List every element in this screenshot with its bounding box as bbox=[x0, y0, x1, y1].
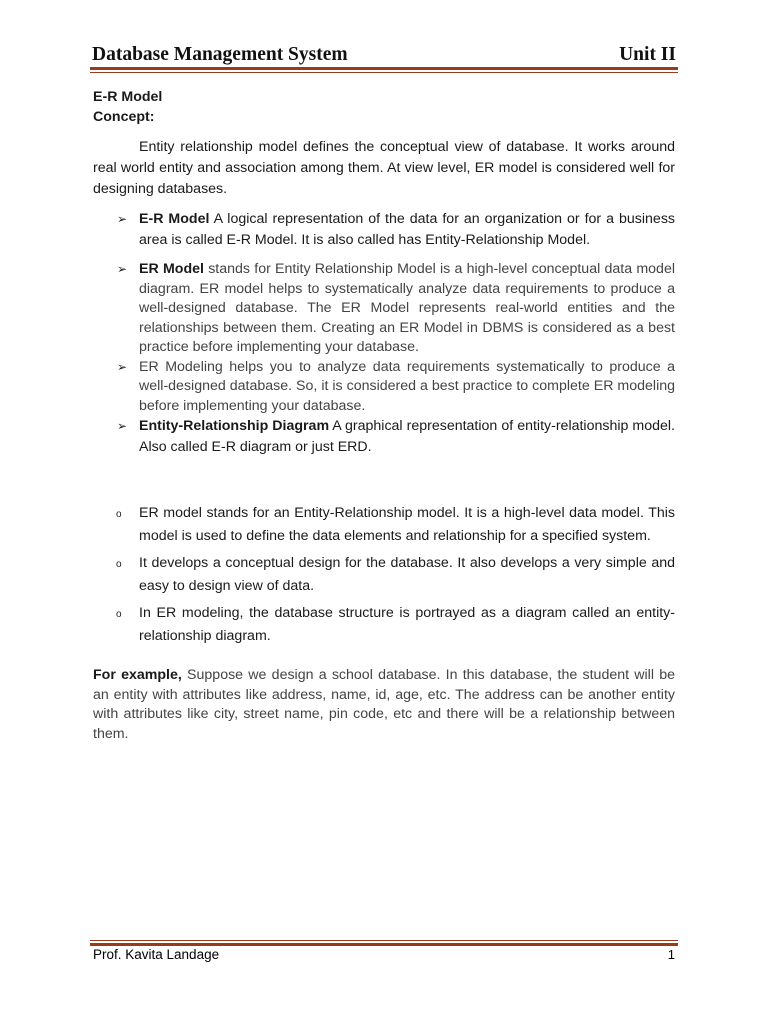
list-item bbox=[93, 502, 675, 548]
footer-rule-thin bbox=[90, 940, 678, 941]
term-definition: A logical representation of the data for an organization or for a business area is called E-R Model. It is also called has Entity-Relationship Model. bbox=[139, 211, 676, 248]
list-item bbox=[93, 552, 675, 598]
list-item bbox=[93, 209, 675, 251]
list-item bbox=[93, 358, 675, 417]
list-item bbox=[93, 416, 675, 458]
section-subheading: Concept: bbox=[93, 108, 155, 125]
term-definition: A graphical representation of entity-relationship model. Also called E-R diagram or just ERD. bbox=[139, 418, 675, 455]
document-title: Database Management System bbox=[92, 44, 348, 65]
list-item bbox=[93, 260, 675, 358]
circle-bullet-icon: o bbox=[116, 559, 122, 570]
intro-paragraph: Entity relationship model defines the conceptual view of database. It works around real world entity and association among them. At view level, ER model is considered well for designing databases. bbox=[93, 139, 675, 197]
list-item-text: ER model stands for an Entity-Relationship model. It is a high-level data model. This model is used to define the data elements and relationship for a specified system. bbox=[139, 505, 675, 544]
page-number: 1 bbox=[667, 947, 675, 962]
footer-author: Prof. Kavita Landage bbox=[93, 947, 220, 962]
section-heading: E-R Model bbox=[93, 89, 163, 105]
circle-bullet-icon: o bbox=[116, 609, 122, 620]
example-label: For example, bbox=[93, 667, 182, 683]
header-rule-thin bbox=[90, 72, 678, 73]
list-item bbox=[93, 602, 675, 648]
term-label: E-R Model bbox=[139, 211, 210, 227]
arrow-bullet-icon: ➢ bbox=[117, 262, 128, 276]
term-label: Entity-Relationship Diagram bbox=[139, 418, 330, 434]
list-item-text: In ER modeling, the database structure is portrayed as a diagram called an entity-relationship diagram. bbox=[139, 605, 675, 644]
page-content bbox=[93, 88, 675, 744]
circle-bullet-icon: o bbox=[116, 509, 122, 520]
term-definition: stands for Entity Relationship Model is a high-level conceptual data model diagram. ER model helps to systematically analyze data requirements to produce a well-designed database. The ER Model represents real-world entities and the relationships between them. Creating an ER Model in DBMS is considered as a best practice before implementing your database. bbox=[139, 261, 675, 355]
header-rule-thick bbox=[90, 67, 678, 70]
footer-rule-thick bbox=[90, 943, 678, 946]
example-text: Suppose we design a school database. In this database, the student will be an entity with attributes like address, name, id, age, etc. The address can be another entity with attributes like city, street name, pin code, etc and there will be a relationship between them. bbox=[93, 667, 676, 742]
arrow-bullet-icon: ➢ bbox=[117, 419, 128, 433]
arrow-bullet-icon: ➢ bbox=[117, 212, 128, 226]
term-definition: ER Modeling helps you to analyze data requirements systematically to produce a well-designed database. So, it is considered a best practice to complete ER modeling before implementing your database. bbox=[139, 358, 675, 414]
example-paragraph bbox=[93, 666, 675, 744]
arrow-bullet-list bbox=[93, 209, 675, 458]
list-item-text: It develops a conceptual design for the database. It also develops a very simple and easy to design view of data. bbox=[139, 555, 675, 594]
arrow-bullet-icon: ➢ bbox=[117, 359, 128, 374]
page-header bbox=[92, 44, 676, 68]
unit-label: Unit II bbox=[619, 44, 676, 65]
circle-bullet-list bbox=[93, 502, 675, 648]
term-label: ER Model bbox=[139, 261, 204, 277]
